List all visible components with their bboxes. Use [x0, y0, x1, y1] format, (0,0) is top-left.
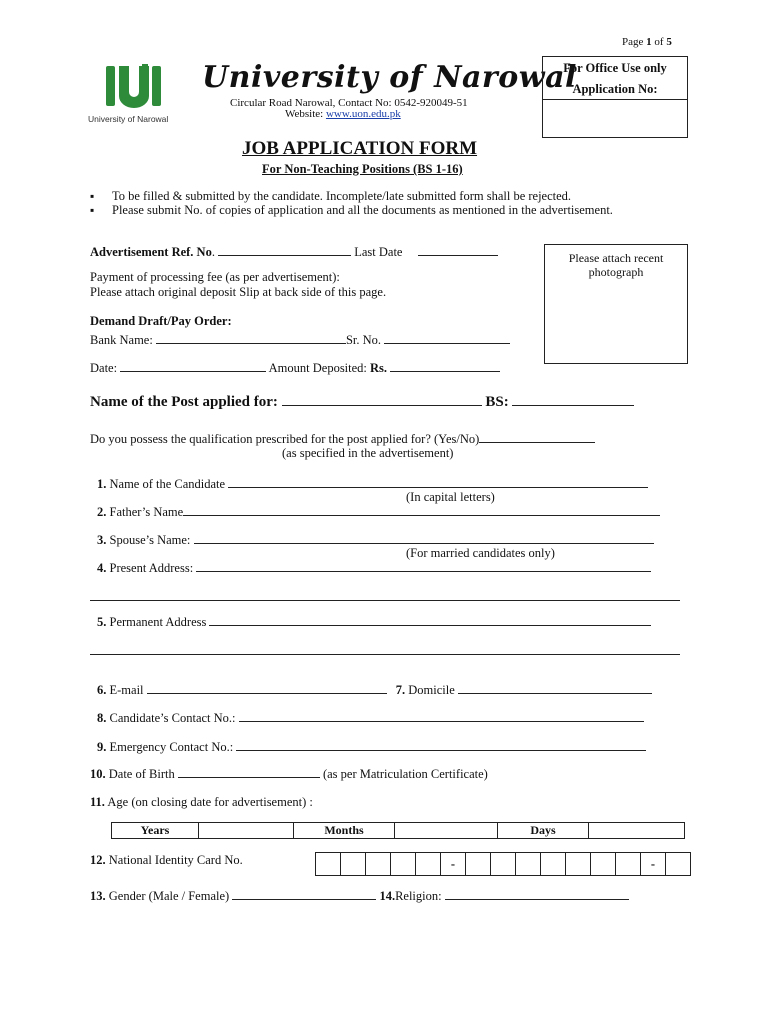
field-row-9 [97, 739, 646, 755]
photo-box[interactable] [544, 244, 688, 364]
gender-field[interactable] [232, 888, 376, 900]
field-row-6 [97, 682, 652, 698]
field-number: 3. [97, 533, 107, 547]
spouse-name-field[interactable] [194, 532, 654, 544]
field-number: 11. [90, 795, 105, 809]
field-label: E-mail [109, 683, 144, 697]
logo-caption: University of Narowal [88, 114, 169, 124]
field-label: Present Address: [109, 561, 194, 575]
draft-heading: Demand Draft/Pay Order: [90, 314, 232, 328]
office-use-box [542, 56, 688, 138]
website-link[interactable]: www.uon.edu.pk [325, 108, 401, 120]
permanent-address-field[interactable] [209, 614, 651, 626]
bank-row [90, 332, 510, 348]
field-label: Emergency Contact No.: [109, 740, 234, 754]
field-row-13 [90, 888, 629, 904]
bank-field[interactable] [156, 332, 346, 344]
field-row-5 [97, 614, 651, 630]
field-number: 13. [90, 889, 106, 903]
instruction-list [90, 189, 690, 217]
field-number: 10. [90, 767, 106, 781]
form-subtitle: For Non-Teaching Positions (BS 1-16) [262, 162, 463, 176]
field-row-11 [90, 795, 313, 810]
cnic-digit-box[interactable] [390, 852, 416, 876]
page-prefix: Page [622, 36, 647, 48]
sr-field[interactable] [384, 332, 510, 344]
adv-ref-row [90, 244, 498, 260]
months-field[interactable] [395, 823, 498, 839]
dob-note: (as per Matriculation Certificate) [322, 767, 488, 781]
months-header: Months [294, 823, 395, 839]
permanent-address-line2[interactable] [90, 643, 680, 655]
post-label: Name of the Post applied for: [90, 394, 278, 410]
cnic-digit-box[interactable] [465, 852, 491, 876]
office-divider [543, 99, 687, 100]
logo-mark-icon [86, 62, 186, 110]
domicile-field[interactable] [458, 682, 652, 694]
field-number: 1. [97, 477, 107, 491]
qualification-question: Do you possess the qualification prescribed for the post applied for? (Yes/No) [90, 432, 480, 446]
years-header: Years [112, 823, 199, 839]
website-label: Website: [285, 108, 326, 120]
amount-label: Amount Deposited: [268, 361, 367, 375]
cnic-digit-box[interactable] [540, 852, 566, 876]
adv-ref-label: Advertisement Ref. No [90, 245, 212, 259]
page-total: 5 [666, 36, 672, 48]
cnic-digit-box[interactable] [365, 852, 391, 876]
field-row-8 [97, 710, 644, 726]
office-use-heading: For Office Use only [563, 61, 667, 75]
field-row-4 [97, 560, 651, 576]
last-date-field[interactable] [418, 244, 498, 256]
cnic-digit-box[interactable] [415, 852, 441, 876]
page-number [622, 36, 672, 48]
rs-label: Rs. [370, 361, 388, 375]
field-label: Domicile [408, 683, 455, 697]
days-header: Days [498, 823, 589, 839]
last-date-label: Last Date [354, 245, 403, 259]
sr-label: Sr. No. [345, 333, 382, 347]
field-label: Date of Birth [108, 767, 175, 781]
bs-label: BS: [485, 394, 509, 410]
field-label: Gender (Male / Female) [108, 889, 230, 903]
present-address-field[interactable] [196, 560, 651, 572]
field-row-2 [97, 504, 660, 520]
field-label: Spouse’s Name: [109, 533, 191, 547]
qualification-note: (as specified in the advertisement) [282, 446, 454, 460]
field-number: 8. [97, 711, 107, 725]
email-field[interactable] [147, 682, 387, 694]
dob-field[interactable] [178, 766, 320, 778]
field-row-3 [97, 532, 654, 548]
page-of: of [651, 36, 667, 48]
cnic-dash: - [440, 852, 466, 876]
age-table [111, 822, 685, 839]
cnic-digit-box[interactable] [490, 852, 516, 876]
field-number: 5. [97, 615, 107, 629]
field-row-12 [90, 853, 243, 868]
date-field[interactable] [120, 360, 266, 372]
capital-note: (In capital letters) [406, 490, 495, 504]
field-row-10 [90, 766, 488, 782]
present-address-line2[interactable] [90, 589, 680, 601]
field-number: 7. [395, 683, 406, 697]
cnic-digit-box[interactable] [315, 852, 341, 876]
date-label: Date: [90, 361, 118, 375]
field-label: Name of the Candidate [109, 477, 226, 491]
field-number: 12. [90, 853, 106, 867]
field-number: 14. [379, 889, 396, 903]
candidate-name-field[interactable] [228, 476, 648, 488]
years-field[interactable] [199, 823, 294, 839]
date-row [90, 360, 500, 376]
cnic-boxes [316, 852, 691, 876]
cnic-digit-box[interactable] [515, 852, 541, 876]
photo-box-text: Please attach recent photograph [568, 251, 664, 279]
cnic-digit-box[interactable] [615, 852, 641, 876]
field-number: 6. [97, 683, 107, 697]
payment-line1: Payment of processing fee (as per advertisement): [90, 270, 340, 284]
form-title: JOB APPLICATION FORM [242, 138, 478, 159]
field-label: Permanent Address [109, 615, 207, 629]
adv-ref-field[interactable] [218, 244, 351, 256]
post-field[interactable] [282, 392, 482, 406]
field-label: Religion: [395, 889, 442, 903]
qualification-row [90, 431, 595, 447]
instruction-item: ▪ To be filled & submitted by the candidate. Incomplete/late submitted form shall be rejected. [90, 189, 690, 203]
post-row [90, 392, 634, 411]
emergency-contact-field[interactable] [236, 739, 646, 751]
days-field[interactable] [589, 823, 685, 839]
university-website [285, 108, 401, 120]
field-label: National Identity Card No. [108, 853, 243, 867]
field-number: 4. [97, 561, 107, 575]
field-label: Age (on closing date for advertisement) : [107, 795, 313, 809]
adv-ref-dot: . [211, 245, 215, 259]
cnic-digit-box[interactable] [565, 852, 591, 876]
cnic-digit-box[interactable] [340, 852, 366, 876]
field-label: Candidate’s Contact No.: [109, 711, 236, 725]
instruction-item: ▪ Please submit No. of copies of application and all the documents as mentioned in the advertisement. [90, 203, 652, 217]
field-label: Father’s Name [109, 505, 184, 519]
candidate-contact-field[interactable] [239, 710, 644, 722]
father-name-field[interactable] [183, 504, 660, 516]
cnic-digit-box[interactable] [590, 852, 616, 876]
religion-field[interactable] [445, 888, 629, 900]
bs-field[interactable] [512, 392, 634, 406]
payment-line2: Please attach original deposit Slip at back side of this page. [90, 285, 387, 299]
bank-label: Bank Name: [90, 333, 153, 347]
field-number: 9. [97, 740, 107, 754]
university-title: University of Narowal [202, 60, 577, 95]
amount-field[interactable] [390, 360, 500, 372]
university-logo [86, 62, 186, 122]
married-note: (For married candidates only) [406, 546, 555, 560]
university-address: Circular Road Narowal, Contact No: 0542-920049-51 [230, 97, 468, 109]
field-number: 2. [97, 505, 107, 519]
cnic-digit-box[interactable] [665, 852, 691, 876]
application-no-label: Application No: [572, 82, 658, 96]
qualification-field[interactable] [479, 431, 595, 443]
cnic-dash: - [640, 852, 666, 876]
page-current: 1 [646, 36, 652, 48]
field-row-1 [97, 476, 648, 492]
